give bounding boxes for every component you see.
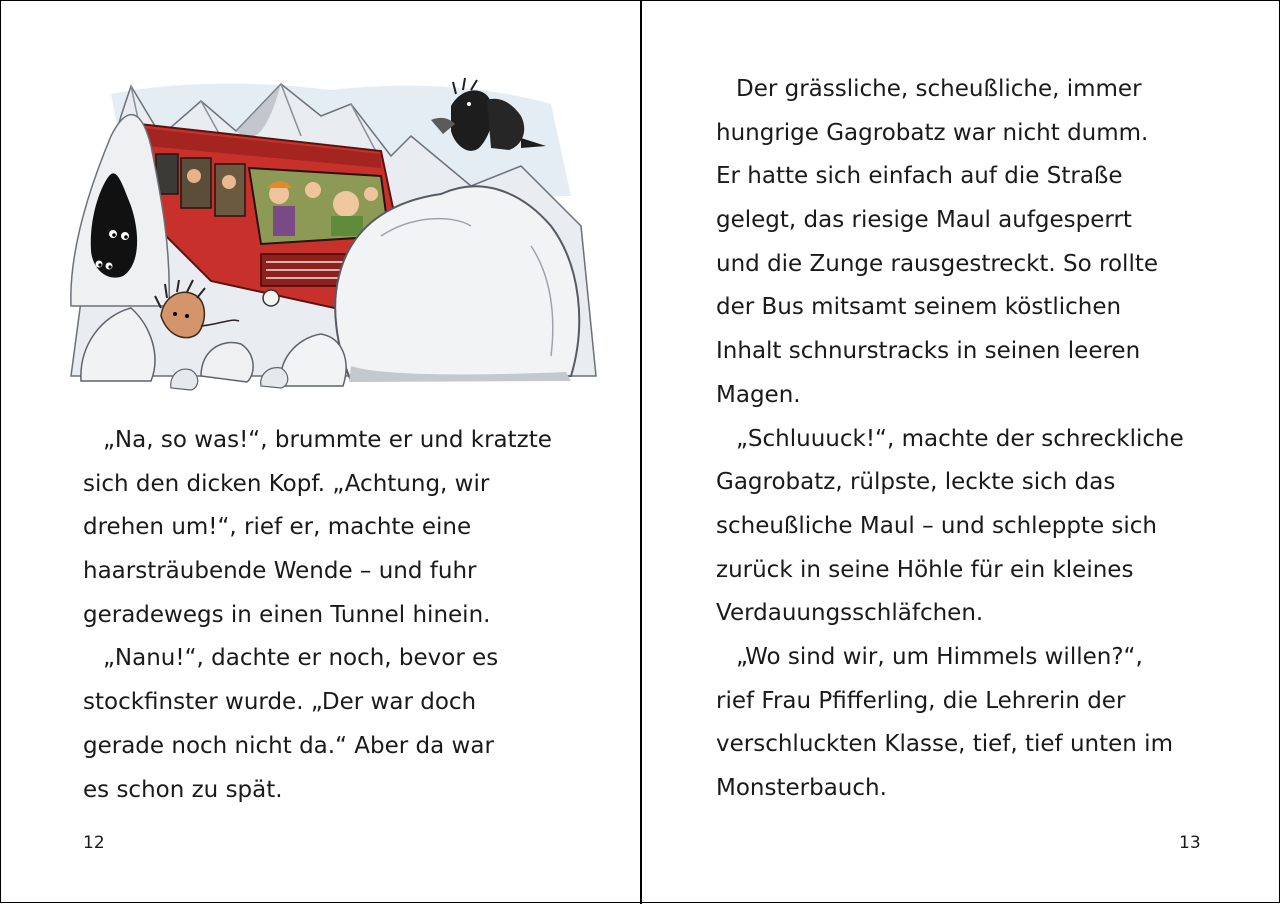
text-line: scheußliche Maul – und schleppte sich (716, 512, 1157, 539)
story-illustration (51, 76, 603, 396)
text-line: es schon zu spät. (83, 776, 283, 803)
text-line: Der grässliche, scheußliche, immer (736, 76, 1142, 102)
text-line: stockfinster wurde. „Der war doch (83, 689, 477, 716)
left-page (1, 1, 640, 904)
text-line: drehen um!“, rief er, machte eine (83, 514, 472, 541)
text-line: „Nanu!“, dachte er noch, bevor es (103, 645, 499, 672)
text-line: verschluckten Klasse, tief, tief unten im (716, 731, 1173, 758)
page-number: 13 (1179, 833, 1201, 853)
text-line: Magen. (716, 381, 801, 408)
text-line: Gagrobatz, rülpste, leckte sich das (716, 469, 1116, 496)
text-line: Verdauungsschläfchen. (716, 600, 984, 627)
text-line: „Wo sind wir, um Himmels willen?“, (736, 643, 1143, 670)
text-line: gelegt, das riesige Maul aufgesperrt (716, 207, 1132, 234)
text-line: und die Zunge rausgestreckt. So rollte (716, 250, 1159, 277)
right-page-text (716, 68, 1184, 811)
text-line: hungrige Gagrobatz war nicht dumm. (716, 119, 1149, 146)
text-line: sich den dicken Kopf. „Achtung, wir (83, 470, 490, 497)
text-line: zurück in seine Höhle für ein kleines (716, 556, 1134, 583)
text-line: haarsträubende Wende – und fuhr (83, 558, 477, 585)
text-line: der Bus mitsamt seinem köstlichen (716, 294, 1122, 321)
right-page (642, 1, 1280, 904)
text-line: „Schluuuck!“, machte der schreckliche (736, 425, 1184, 452)
text-line: Monsterbauch. (716, 775, 887, 801)
text-line: rief Frau Pfifferling, die Lehrerin der (716, 687, 1126, 714)
text-line: gerade noch nicht da.“ Aber da war (83, 732, 494, 759)
left-page-text (83, 419, 552, 812)
text-line: Er hatte sich einfach auf die Straße (716, 163, 1123, 190)
page-number: 12 (83, 833, 105, 853)
text-line: Inhalt schnurstracks in seinen leeren (716, 338, 1141, 365)
text-line: geradewegs in einen Tunnel hinein. (83, 601, 491, 628)
text-line: „Na, so was!“, brummte er und kratzte (103, 427, 552, 453)
